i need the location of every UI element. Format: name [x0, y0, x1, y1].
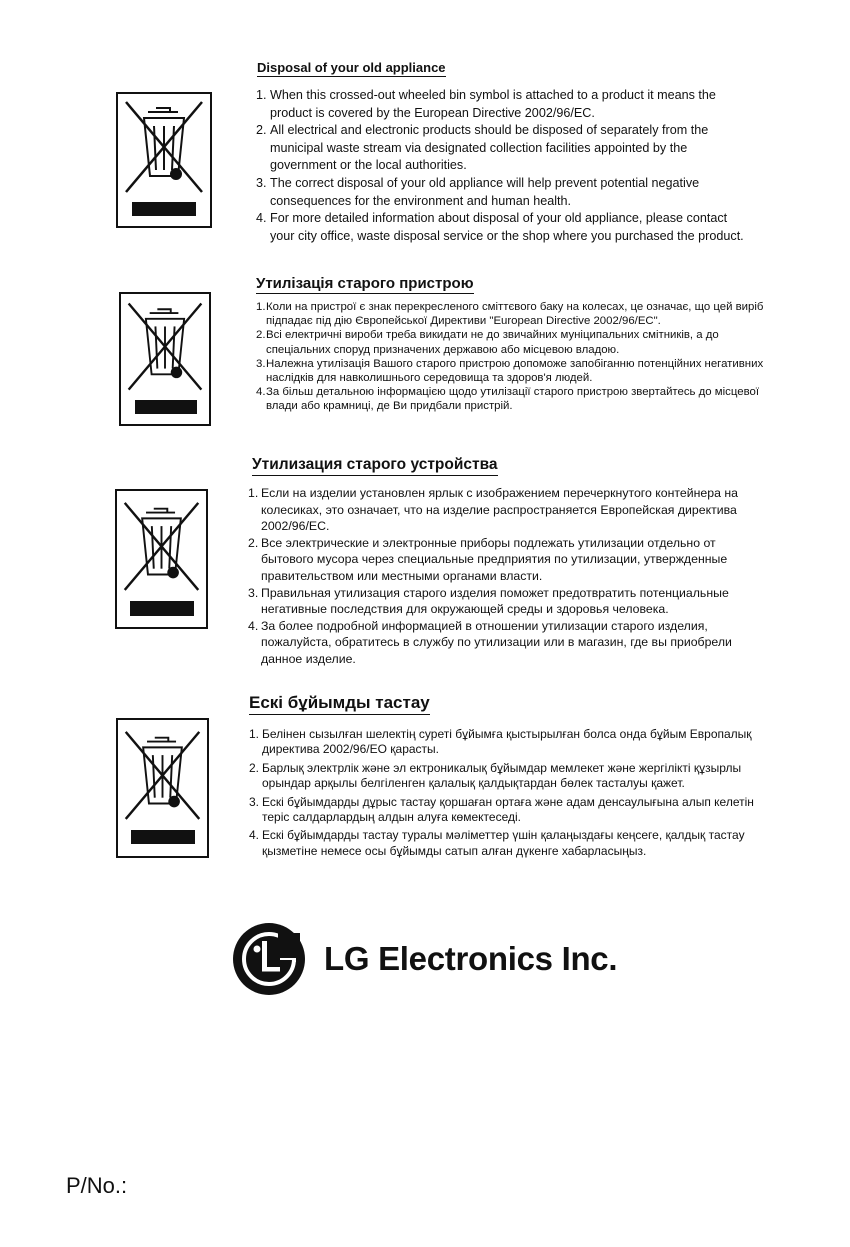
section-title: Утилізація старого пристрою — [256, 275, 474, 292]
weee-symbol-en — [116, 92, 212, 228]
item-list — [249, 727, 761, 862]
weee-symbol-kk — [116, 718, 209, 858]
bar-mark — [130, 601, 194, 616]
list-item: 4. Ескі бұйымдарды тастау туралы мәліметтер үшін қалаңыздағы кеңсеге, қалдық тастау қызметіне немесе осы бұйымды сатып алған дүкенге хабарласыңыз. — [249, 828, 745, 858]
weee-symbol-ru — [115, 489, 208, 629]
list-item: 3. The correct disposal of your old appliance will help prevent potential negative consequences for the environment and human health. — [256, 175, 700, 208]
list-item: 1. Коли на пристрої є знак перекресленого сміттєвого баку на колесах, це означає, що цей виріб підпадає під дію Європейської Директиви "European Directive 2002/96/EC". — [256, 301, 764, 328]
bar-mark — [131, 830, 195, 844]
company-name: LG Electronics Inc. — [324, 940, 618, 977]
list-item: 4. For more detailed information about disposal of your old appliance, please contact your city office, waste disposal service or the shop where you purchased the product. — [256, 211, 744, 243]
list-item: 2. Все электрические и электронные приборы подлежать утилизации отдельно от бытового мусора через специальные предприятия по утилизации, утвержденные правительством или местными органами власти. — [248, 535, 728, 583]
weee-symbol-uk — [119, 292, 211, 426]
list-item: 4. За більш детальною інформацією щодо утилізації старого пристрою звертайтесь до місцевої влади або крамниці, де Ви придбали пристрій. — [256, 386, 760, 413]
list-item: 1. Белінен сызылған шелектің суреті бұйымға қыстырылған болса онда бұйым Европалық директива 2002/96/EO қарасты. — [249, 727, 752, 757]
lg-face-icon — [232, 922, 306, 996]
item-list — [256, 300, 768, 414]
list-item: 2. All electrical and electronic products should be disposed of separately from the municipal waste stream via designated collection facilities appointed by the government or the local authorities. — [256, 123, 709, 173]
section-title: Утилизация старого устройства — [252, 456, 498, 476]
list-item: 2. Всі електричні вироби треба викидати не до звичайних муніципальних смітників, а до спеціальних споруд призначених державою або місцевою владою. — [256, 329, 719, 356]
part-number-label: P/No.: — [66, 1173, 128, 1198]
bar-mark — [132, 202, 196, 216]
list-item: 3. Правильная утилизация старого изделия поможет предотвратить потенциальные негативные последствия для окружающей среды и здоровья человека. — [248, 585, 729, 617]
item-list — [248, 485, 740, 668]
list-item: 1. Если на изделии установлен ярлык с изображением перечеркнутого контейнера на колесиках, это означает, что на изделие распространяется Европейская директива 2002/96/EC. — [248, 486, 738, 534]
section-title: Disposal of your old appliance — [257, 60, 446, 75]
bar-mark — [135, 400, 197, 414]
list-item: 3. Належна утилізація Вашого старого пристрою допоможе запобіганню потенційних негативних наслідків для навколишнього середовища та здоров'я людей. — [256, 357, 764, 385]
section-title: Ескі бұйымды тастау — [249, 693, 430, 715]
list-item: 1. When this crossed-out wheeled bin symbol is attached to a product it means the product is covered by the European Directive 2002/96/EC. — [256, 88, 716, 120]
lg-logo — [232, 922, 632, 998]
list-item: 2. Барлық электрлік және эл ектроникалық бұйымдар мемлекет және жергілікті құзырлы орындар арқылы белгіленген қалалық қалдықтардан бөлек тасталуы қажет. — [249, 760, 742, 791]
item-list — [256, 87, 746, 245]
list-item: 4. За более подробной информацией в отношении утилизации старого изделия, пожалуйста, обратитесь в службу по утилизации или в магазин, где вы приобрели данное изделие. — [248, 618, 732, 666]
list-item: 3. Ескі бұйымдарды дұрыс тастау қоршаған ортаға және адам денсаулығына алып келетін теріс салдарлардың алдын алуға көмектеседі. — [249, 794, 754, 825]
